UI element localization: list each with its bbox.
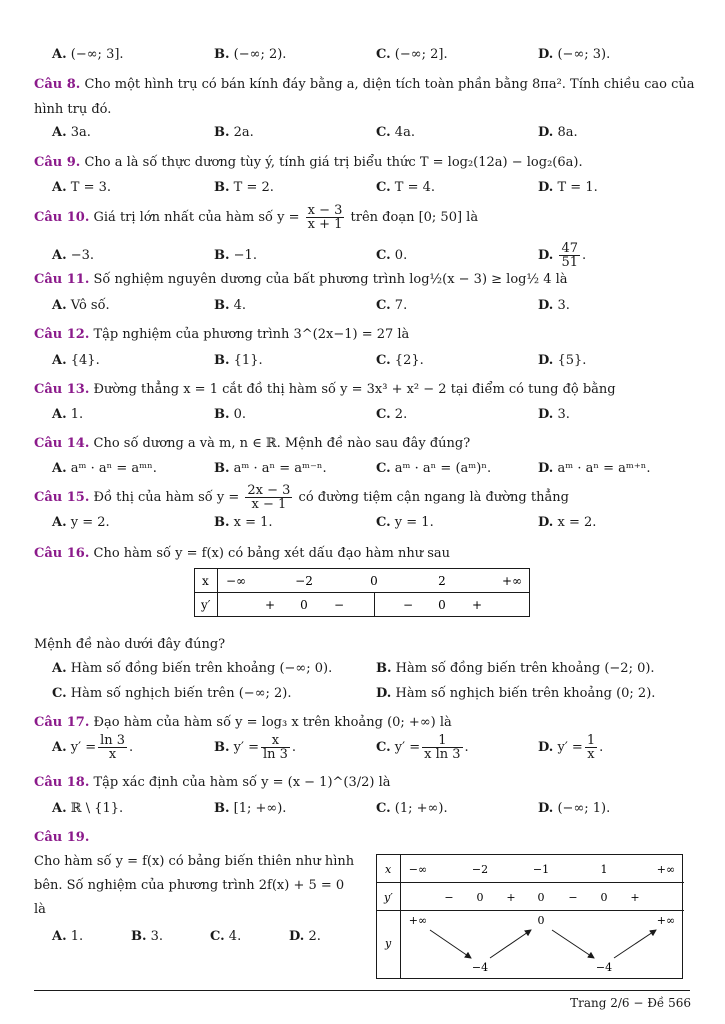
- q15-option-b[interactable]: B. x = 1.: [214, 515, 273, 530]
- q13-option-c[interactable]: C. 2.: [376, 407, 408, 422]
- q8-option-b[interactable]: B. 2a.: [214, 125, 254, 140]
- q19-sign: +: [630, 891, 640, 904]
- q19-x-val: −2: [471, 863, 489, 876]
- q13-options: [0, 406, 725, 424]
- q13-option-b[interactable]: B. 0.: [214, 407, 247, 422]
- q11-stem: Câu 11. Số nghiệm nguyên dương của bất phương trình log½(x − 3) ≥ log½ 4 là: [34, 272, 568, 287]
- q10-stem: Câu 10. Giá trị lớn nhất của hàm số y = $\frac{x - 3}{x + 1}$ trên đoạn [0; 50] là: [34, 203, 479, 232]
- q16-x-val: 0: [370, 574, 378, 588]
- q14-stem: Câu 14. Cho số dương a và m, n ∈ ℝ. Mệnh đề nào sau đây đúng?: [34, 436, 471, 451]
- q16-question: Mệnh đề nào dưới đây đúng?: [34, 637, 226, 652]
- q9-option-c[interactable]: C. T = 4.: [376, 180, 436, 195]
- q11-option-d[interactable]: D. 3.: [538, 298, 570, 313]
- q19-arrow-down: [430, 930, 471, 958]
- q7-option-d[interactable]: D. (−∞; 3).: [538, 47, 611, 62]
- q8-option-d[interactable]: D. 8a.: [538, 125, 578, 140]
- q16-option-a[interactable]: A. Hàm số đồng biến trên khoảng (−∞; 0).: [52, 661, 333, 676]
- q8-option-a[interactable]: A. 3a.: [52, 125, 91, 140]
- q16-option-d[interactable]: D. Hàm số nghịch biến trên khoảng (0; 2).: [376, 686, 656, 701]
- q19-line1: Cho hàm số y = f(x) có bảng biến thiên như hình: [34, 854, 355, 869]
- q10-option-d[interactable]: D. $\frac{47}{51}$ .: [538, 241, 587, 270]
- q19-sign: 0: [537, 891, 545, 904]
- q16-sign: +: [471, 598, 483, 612]
- q7-option-b[interactable]: B. (−∞; 2).: [214, 47, 287, 62]
- q18-stem: Câu 18. Tập xác định của hàm số y = (x − 1)^(3/2) là: [34, 775, 391, 790]
- q15-option-c[interactable]: C. y = 1.: [376, 515, 434, 530]
- q16-sign: 0: [438, 598, 446, 612]
- q8-stem: [34, 76, 694, 94]
- q12-option-c[interactable]: C. {2}.: [376, 353, 424, 368]
- q14-option-d[interactable]: D. aᵐ · aⁿ = aᵐ⁺ⁿ.: [538, 461, 651, 476]
- q19-x-label: x: [385, 863, 392, 876]
- q10-fraction: $\frac{x - 3}{x + 1}$: [307, 203, 343, 232]
- q8-stem-cont: hình trụ đó.: [34, 102, 112, 117]
- q19-option-b[interactable]: B. 3.: [131, 929, 164, 944]
- footer-divider: [34, 990, 690, 991]
- q10-option-c[interactable]: C. 0.: [376, 248, 408, 263]
- q12-stem: Câu 12. Tập nghiệm của phương trình 3^(2x−1) = 27 là: [34, 327, 410, 342]
- q19-sign: 0: [476, 891, 484, 904]
- q16-x-val: −2: [295, 574, 313, 588]
- q18-option-a[interactable]: A. ℝ \ {1}.: [52, 801, 124, 816]
- q14-option-a[interactable]: A. aᵐ · aⁿ = aᵐⁿ.: [52, 461, 157, 476]
- q9-option-a[interactable]: A. T = 3.: [52, 180, 111, 195]
- q10-option-a[interactable]: A. −3.: [52, 248, 95, 263]
- q15-option-d[interactable]: D. x = 2.: [538, 515, 597, 530]
- q11-option-a[interactable]: A. Vô số.: [52, 298, 110, 313]
- q9-options: [0, 179, 725, 197]
- q19-option-a[interactable]: A. 1.: [52, 929, 84, 944]
- q9-option-b[interactable]: B. T = 2.: [214, 180, 274, 195]
- q16-x-val: −∞: [225, 574, 247, 588]
- q18-options: [0, 800, 725, 818]
- q19-arrow-up: [490, 930, 531, 958]
- q19-sign: −: [568, 891, 578, 904]
- q8-options: [0, 124, 725, 142]
- q19-y-label: y: [385, 937, 392, 950]
- q14-options: [0, 460, 725, 478]
- q19-x-val: +∞: [656, 863, 676, 876]
- q16-sign-table: [194, 568, 530, 618]
- q12-options: [0, 352, 725, 370]
- q7-options: [0, 46, 725, 64]
- page-footer: Trang 2/6 − Đề 566: [570, 996, 691, 1010]
- q12-option-d[interactable]: D. {5}.: [538, 353, 587, 368]
- q15-stem: Câu 15. Đồ thị của hàm số y = $\frac{2x - 3}{x - 1}$ có đường tiệm cận ngang là đường thẳng: [34, 483, 569, 512]
- q16-options-row2: [0, 685, 725, 703]
- q19-line3: là: [34, 902, 46, 917]
- q15-option-a[interactable]: A. y = 2.: [52, 515, 110, 530]
- q8-label: Câu 8.: [34, 77, 81, 92]
- q12-option-a[interactable]: A. {4}.: [52, 353, 100, 368]
- q16-sign: −: [333, 598, 345, 612]
- q16-sign: 0: [300, 598, 308, 612]
- q18-option-c[interactable]: C. (1; +∞).: [376, 801, 448, 816]
- q16-x-val: +∞: [501, 574, 523, 588]
- q19-option-d[interactable]: D. 2.: [289, 929, 321, 944]
- q19-label-line: Câu 19.: [34, 830, 90, 845]
- q19-y-top: 0: [537, 914, 545, 927]
- q10-option-b[interactable]: B. −1.: [214, 248, 257, 263]
- q19-x-val: −∞: [408, 863, 428, 876]
- q13-option-d[interactable]: D. 3.: [538, 407, 570, 422]
- q18-option-d[interactable]: D. (−∞; 1).: [538, 801, 611, 816]
- q8-option-c[interactable]: C. 4a.: [376, 125, 415, 140]
- q16-options-row1: [0, 660, 725, 678]
- q15-fraction: $\frac{2x - 3}{x - 1}$: [247, 483, 291, 512]
- q19-sign: −: [444, 891, 454, 904]
- q19-y-top: +∞: [656, 914, 676, 927]
- q18-option-b[interactable]: B. [1; +∞).: [214, 801, 287, 816]
- q19-sign: 0: [600, 891, 608, 904]
- q17-stem: Câu 17. Đạo hàm của hàm số y = log₃ x trên khoảng (0; +∞) là: [34, 715, 452, 730]
- q16-stem: Câu 16. Cho hàm số y = f(x) có bảng xét dấu đạo hàm như sau: [34, 546, 451, 561]
- q7-option-a[interactable]: A. (−∞; 3].: [52, 47, 124, 62]
- q17-option-c[interactable]: C. y′ = $\frac{1}{\text{x ln 3}}$ .: [376, 733, 469, 762]
- q9-stem: Câu 9. Cho a là số thực dương tùy ý, tính giá trị biểu thức T = log₂(12a) − log₂(6a).: [34, 155, 583, 170]
- q19-option-c[interactable]: C. 4.: [210, 929, 242, 944]
- q14-option-b[interactable]: B. aᵐ · aⁿ = aᵐ⁻ⁿ.: [214, 461, 327, 476]
- q16-sign: +: [264, 598, 276, 612]
- q19-arrow-up: [614, 930, 656, 958]
- q19-sign: +: [506, 891, 516, 904]
- q7-option-c[interactable]: C. (−∞; 2].: [376, 47, 448, 62]
- q10-options: [0, 240, 725, 272]
- q19-y-bottom: −4: [595, 961, 613, 974]
- q19-yp-label: y′: [384, 891, 393, 904]
- q11-options: [0, 297, 725, 315]
- q17-option-d[interactable]: D. y′ = $\frac{1}{x}$ .: [538, 733, 604, 762]
- q16-option-c[interactable]: C. Hàm số nghịch biến trên (−∞; 2).: [52, 686, 292, 701]
- q19-arrow-down: [552, 930, 594, 958]
- q19-x-val: 1: [600, 863, 608, 876]
- q13-stem: Câu 13. Đường thẳng x = 1 cắt đồ thị hàm số y = 3x³ + x² − 2 tại điểm có tung độ bằng: [34, 382, 616, 397]
- q17-option-a[interactable]: A. y′ = $\frac{\ln 3}{x}$ .: [52, 733, 134, 762]
- q14-option-c[interactable]: C. aᵐ · aⁿ = (aᵐ)ⁿ.: [376, 461, 492, 476]
- q13-option-a[interactable]: A. 1.: [52, 407, 84, 422]
- q19-y-bottom: −4: [471, 961, 489, 974]
- q19-x-val: −1: [532, 863, 550, 876]
- q19-line2: bên. Số nghiệm của phương trình 2f(x) + 5 = 0: [34, 878, 345, 893]
- q19-variation-table: [376, 854, 684, 980]
- q16-x-val: 2: [438, 574, 446, 588]
- q16-x-label: x: [202, 574, 209, 588]
- q16-sign: −: [402, 598, 414, 612]
- q16-option-b[interactable]: B. Hàm số đồng biến trên khoảng (−2; 0).: [376, 661, 655, 676]
- q12-option-b[interactable]: B. {1}.: [214, 353, 263, 368]
- q11-option-c[interactable]: C. 7.: [376, 298, 408, 313]
- q15-options: [0, 514, 725, 532]
- q19-y-top: +∞: [408, 914, 428, 927]
- q16-yp-label: y′: [201, 598, 211, 612]
- q11-option-b[interactable]: B. 4.: [214, 298, 247, 313]
- q17-option-b[interactable]: B. y′ = $\frac{x}{\ln 3}$ .: [214, 733, 297, 762]
- q17-options: [0, 732, 725, 764]
- q9-option-d[interactable]: D. T = 1.: [538, 180, 598, 195]
- q8-text: Cho một hình trụ có bán kính đáy bằng a, diện tích toàn phần bằng 8πa². Tính chiều cao của: [84, 77, 695, 92]
